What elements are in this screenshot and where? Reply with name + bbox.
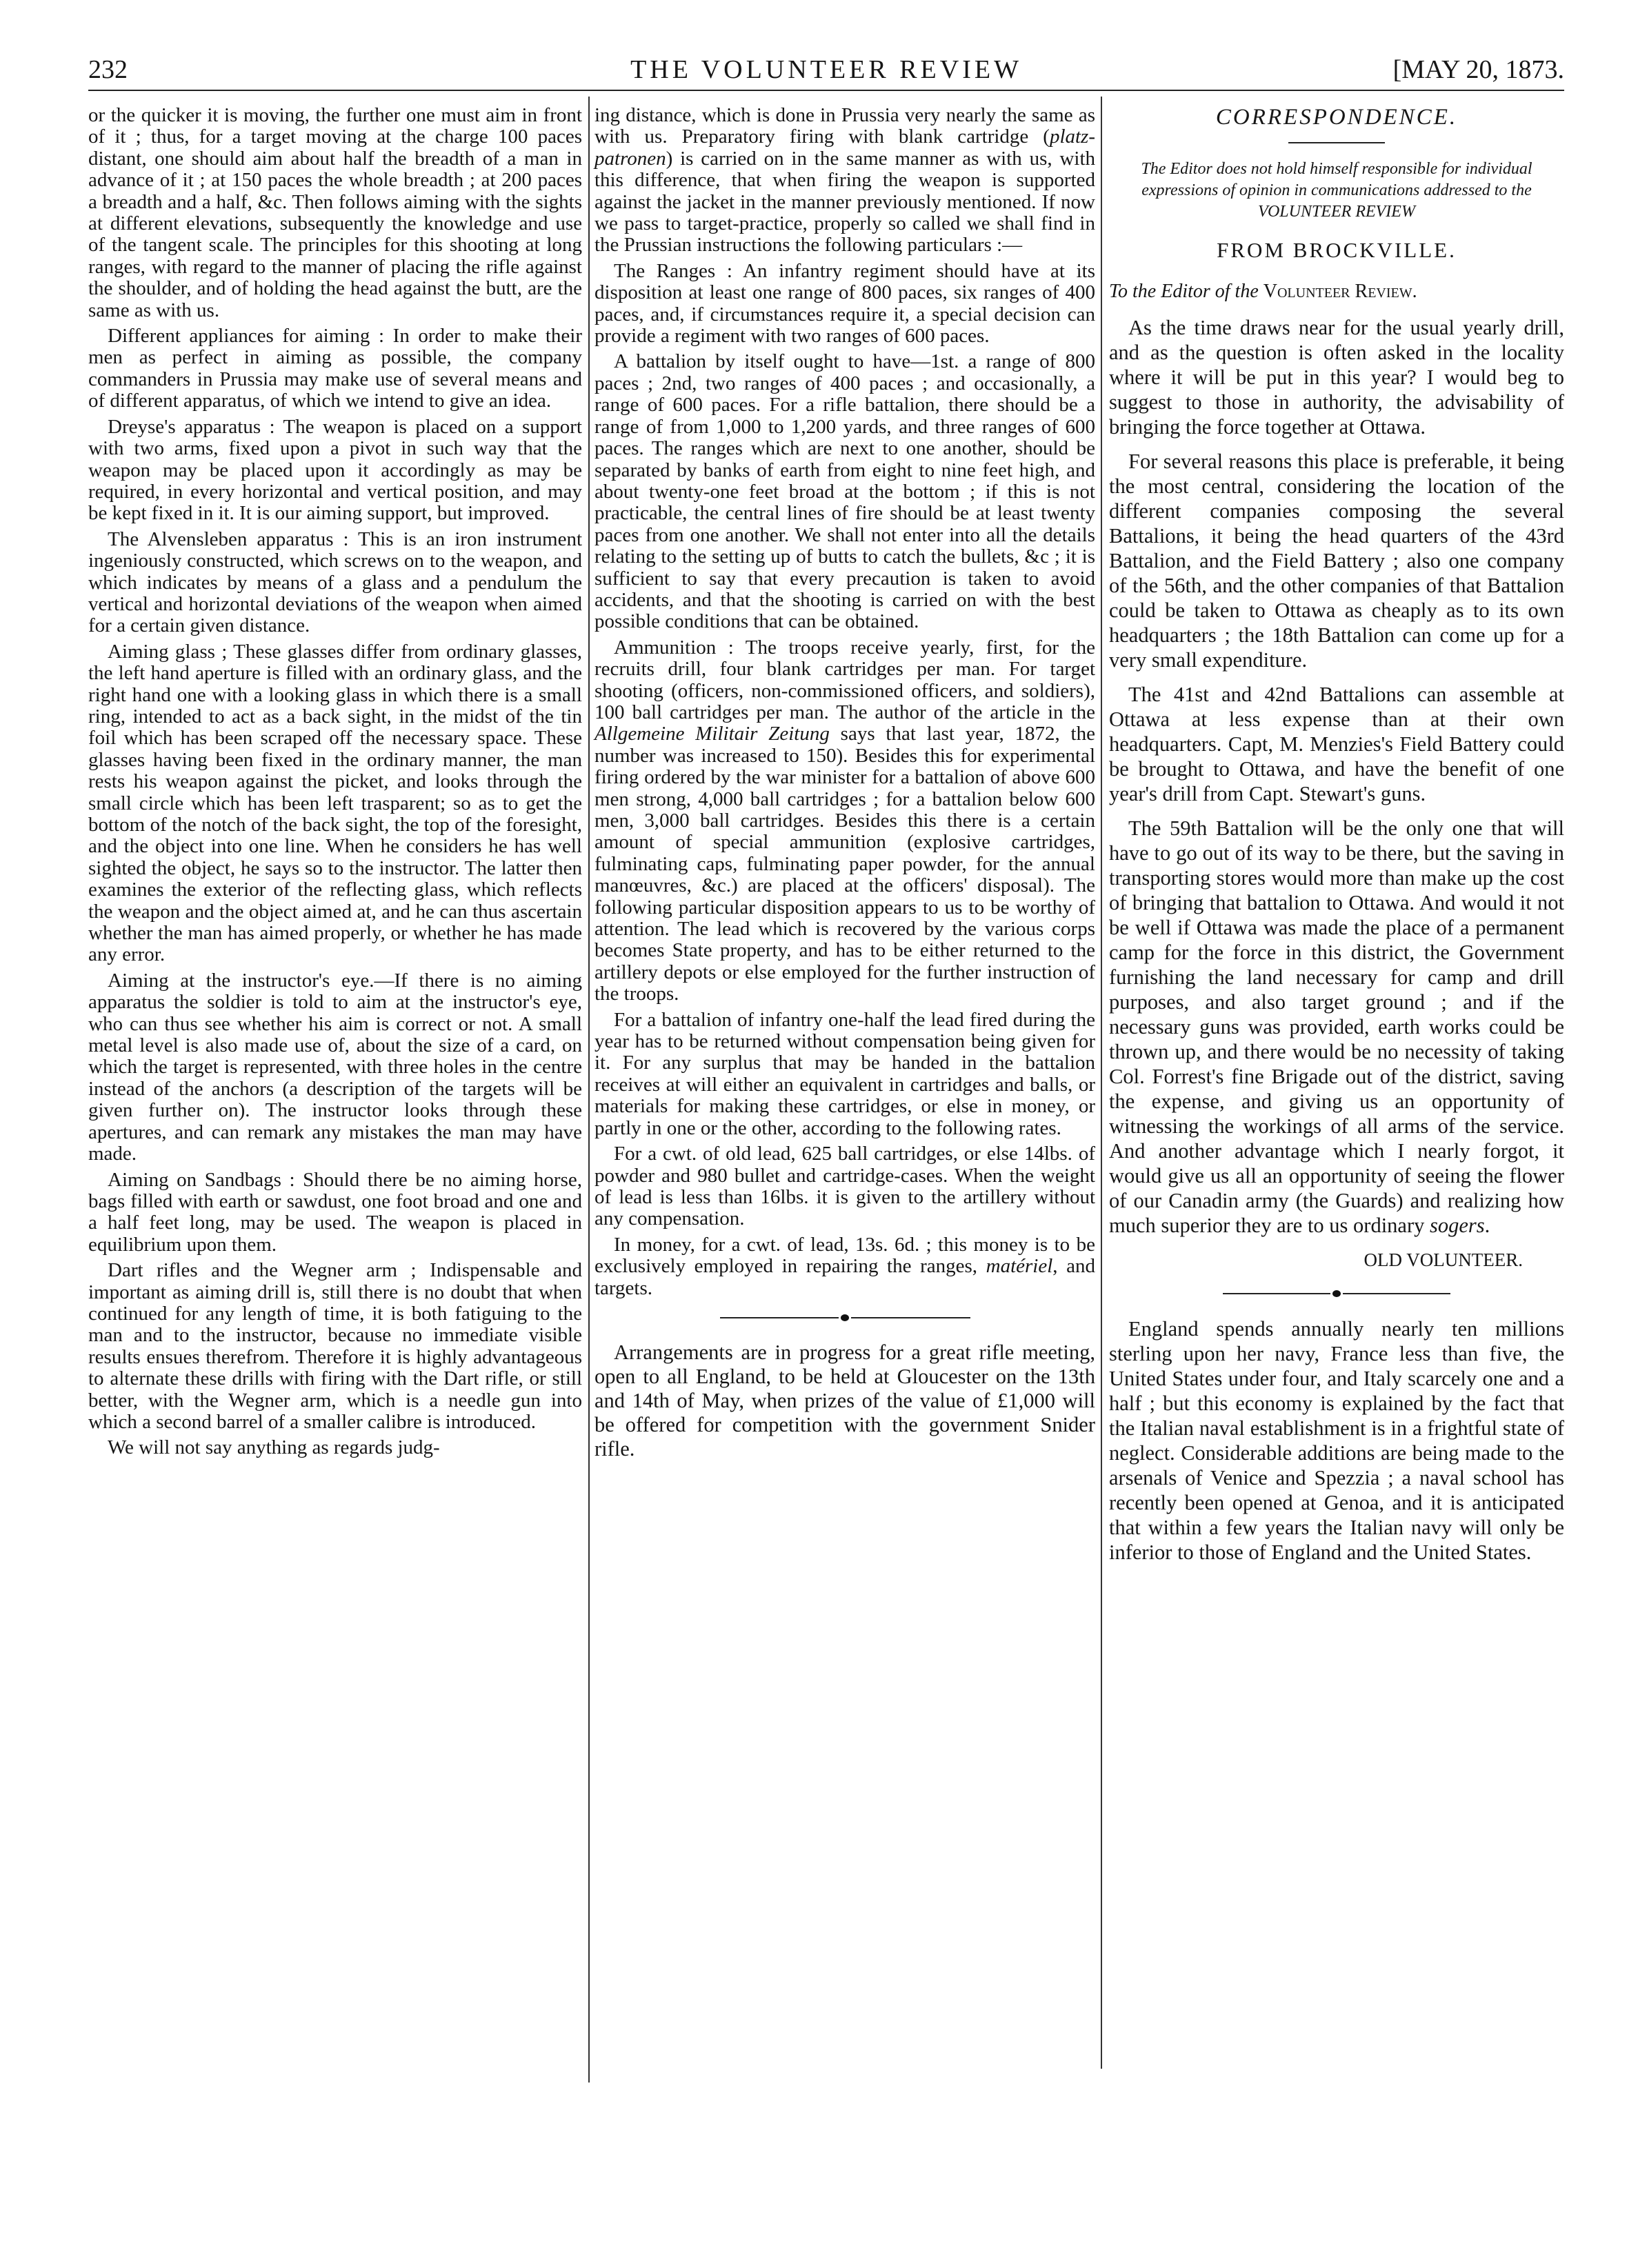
paragraph: Arrangements are in progress for a great rifle meeting, open to all England, to be held at Gloucester on the 13th and 14th of May, when prizes of the value of £1,000 will be offered for competition with the government Snider rifle. <box>595 1340 1095 1461</box>
paragraph: The 59th Battalion will be the only one that will have to go out of its way to be there, but the saving in transporting stores would more than make up the cost of bringing that battalion to Ottawa. And would it not be well if Ottawa was made the place of a permanent camp for the force in this district, the Government furnishing the land necessary for camp and drill purposes, and also target ground ; and if the necessary guns was provided, earth works could be thrown up, and there would be no necessity of taking Col. Forrest's fine Brigade out of the district, saving the expense, and giving us an opportunity of witnessing the workings of all arms of the service. And another advantage which I nearly forgot, it would give us all an opportunity of seeing the flower of our Canadin army (the Guards) and realizing how much superior they are to us ordinary sogers. <box>1109 816 1564 1237</box>
paragraph: For a battalion of infantry one-half the lead fired during the year has to be returned without compensation being given for it. For any surplus that may be handed in the battalion receives at will either an equivalent in cartridges and balls, or materials for making these cartridges, or else in money, or partly in one or the other, according to the following rates. <box>595 1008 1095 1139</box>
paragraph: Aiming glass ; These glasses differ from ordinary glasses, the left hand aperture is filled with an ordinary glass, and the right hand one with a looking glass in which there is a small ring, intended to act as a back sight, in the midst of the tin foil which has been scraped off the necessary space. These glasses having been fixed in the ordinary manner, the man rests his weapon against the picket, and looks through the small circle which has been left trasparent; so as to get the bottom of the notch of the back sight, the top of the foresight, and the object into one line. When he considers he has well sighted the object, he says so to the instructor. The latter then examines the exterior of the reflecting glass, which reflects the weapon and the object aimed at, and he can thus ascertain whether the man has aimed properly, or whether he has made any error. <box>88 640 582 966</box>
paragraph: Dart rifles and the Wegner arm ; Indispensable and important as aiming drill is, still there is no doubt that when continued for any length of time, it is both fatiguing to the man and to the instructor, because no immediate visible results ensues therefrom. Therefore it is highly advantageous to alternate these drills with firing with the Dart rifle, or still better, with the Wegner arm, which is a needle gun into which a second barrel of a smaller calibre is introduced. <box>88 1259 582 1433</box>
letter-salutation: To the Editor of the Volunteer Review. <box>1109 281 1417 302</box>
section-divider <box>720 1314 970 1321</box>
publication-title: THE VOLUNTEER REVIEW <box>630 55 1022 84</box>
paragraph: Different appliances for aiming : In order to make their men as perfect in aiming as possible, the company commanders in Prussia may make use of several means and of different apparatus, of which we intend to give an idea. <box>88 325 582 412</box>
heading-rule <box>1288 142 1385 143</box>
section-divider <box>1223 1290 1450 1297</box>
page-header <box>88 52 1564 94</box>
paragraph: The Alvensleben apparatus : This is an iron instrument ingeniously constructed, which screws on to the weapon, and which indicates by means of a glass and a pendulum the vertical and horizontal deviations of the weapon when aimed for a certain given distance. <box>88 528 582 637</box>
column-divider <box>1101 97 1102 2069</box>
italic-title: Allgemeine Militair Zeitung <box>595 723 830 745</box>
paragraph: Ammunition : The troops receive yearly, first, for the recruits drill, four blank cartridges per man. For target shooting (officers, non-commissioned officers, and soldiers), 100 ball cartridges per man. The author of the article in the Allgemeine Militair Zeitung says that last year, 1872, the number was increased to 150). Besides this for experimental firing ordered by the war minister for a battalion of above 600 men strong, 4,000 ball cartridges ; for a battalion below 600 men, 3,000 ball cartridges. Besides this there is a certain amount of special ammunition (explosive cartridges, fulminating caps, fulminating paper powder, for the annual manœuvres, &c.) are placed at the officers' disposal). The following particular disposition appears to us to be worthy of attention. The lead which is recovered by the various corps becomes State property, and has to be either returned to the artillery depots or else employed for the further instruction of the troops. <box>595 636 1095 1005</box>
letter-signature: OLD VOLUNTEER. <box>1364 1250 1523 1270</box>
paragraph: The 41st and 42nd Battalions can assemble at Ottawa at less expense than at their own headquarters. Capt, M. Menzies's Field Battery could be brought to Ottawa, and have the benefit of one year's drill from Capt. Stewart's guns. <box>1109 683 1564 805</box>
section-heading: CORRESPONDENCE. <box>1215 105 1458 130</box>
paragraph: For several reasons this place is preferable, it being the most central, considering the location of the different companies composing the several Battalions, it being the head quarters of the 43rd Battalion, and the Field Battery ; also one company of the 56th, and the other companies of that Battalion could be taken to Ottawa as cheaply as to its own headquarters ; the 18th Battalion can come up for a very small expenditure. <box>1109 450 1564 672</box>
paragraph: England spends annually nearly ten millions sterling upon her navy, France less than five, the United States under four, and Italy scarcely one and a half ; but this economy is explained by the fact that the Italian naval establishment is in a frightful state of neglect. Considerable additions are being made to the arsenals of Venice and Spezzia ; a naval school has recently been opened at Genoa, and it is anticipated that within a few years the Italian navy will only be inferior to those of England and the United States. <box>1109 1317 1564 1564</box>
paragraph: As the time draws near for the usual yearly drill, and as the question is often asked in the locality where it will be put in this year? I would beg to suggest to those in authority, the advisability of bringing the force together at Ottawa. <box>1109 316 1564 439</box>
paragraph: In money, for a cwt. of lead, 13s. 6d. ; this money is to be exclusively employed in repairing the ranges, matériel, and targets. <box>595 1233 1096 1299</box>
paragraph: The Ranges : An infantry regiment should have at its disposition at least one range of 800 paces, six ranges of 400 paces, and, if circumstances require it, a special decision can provide a regiment with two ranges of 600 paces. <box>595 259 1095 348</box>
column-1 <box>88 105 582 1463</box>
italic-term: matériel <box>986 1255 1053 1278</box>
column-divider <box>588 97 590 2083</box>
paragraph: ing distance, which is done in Prussia very nearly the same as with us. Preparatory firing with blank cartridge (platz-patronen) is carried on in the same manner as with us, with this difference, that when firing the weapon is supported against the jacket in the manner previously mentioned. If now we pass to target-practice, properly so called we shall find in the Prussian instructions the following particulars :— <box>595 104 1095 257</box>
column-2 <box>595 105 1095 1465</box>
paragraph: For a cwt. of old lead, 625 ball cartridges, or else 14lbs. of powder and 980 bullet and cartridge-cases. When the weight of lead is less than 16lbs. it is given to the artillery without any compensation. <box>595 1143 1095 1230</box>
editor-disclaimer: The Editor does not hold himself responsible for individual expressions of opinion in communications addressed to the VOLUNTEER REVIEW <box>1141 160 1532 221</box>
issue-date: [MAY 20, 1873. <box>1392 55 1564 84</box>
paragraph: Aiming at the instructor's eye.—If there is no aiming apparatus the soldier is told to aim at the instructor's eye, who can thus see whether his aim is correct or not. A small metal level is also made use of, about the size of a card, on which the target is represented, with three holes in the centre instead of the anchors (a description of the targets will be given further on). The instructor looks through these apertures, and can remark any mistakes the man may have made. <box>88 969 582 1165</box>
paragraph: A battalion by itself ought to have—1st. a range of 800 paces ; 2nd, two ranges of 400 paces ; and occasionally, a range of 600 paces. For a rifle battalion, there should be a range of from 1,000 to 1,200 yards, and three ranges of 600 paces. The ranges which are next to one another, should be separated by banks of earth from eight to nine feet high, and about twenty-one feet broad at the bottom ; if this is not practicable, the central lines of fire should be at least twenty paces from one another. We shall not enter into all the details relating to the setting up of butts to catch the bullets, &c ; it is sufficient to say that every precaution is taken to avoid accidents, and that the shooting is carried on with the best possible conditions that can be obtained. <box>595 350 1095 633</box>
letter-location: FROM BROCKVILLE. <box>1217 238 1457 262</box>
italic-term: platz-patronen <box>595 126 1095 170</box>
paragraph: We will not say anything as regards judg- <box>108 1436 440 1459</box>
paragraph: or the quicker it is moving, the further one must aim in front of it ; thus, for a target moving at the charge 100 paces distant, one should aim about half the breadth of a man in advance of it ; at 150 paces the whole breadth ; at 200 paces a breadth and a half, &c. Then follows aiming with the sights at different elevations, subsequently the knowledge and use of the tangent scale. The principles for this shooting at long ranges, with regard to the manner of placing the rifle against the shoulder, and of holding the head against the butt, are the same as with us. <box>88 104 582 321</box>
page-number: 232 <box>88 55 128 84</box>
header-rule <box>88 90 1564 91</box>
italic-word: sogers <box>1430 1214 1485 1237</box>
paragraph: Aiming on Sandbags : Should there be no aiming horse, bags filled with earth or sawdust, one foot broad and one and a half feet long, may be used. The weapon is placed in equilibrium upon them. <box>88 1168 582 1256</box>
column-3 <box>1109 105 1564 1574</box>
paragraph: Dreyse's apparatus : The weapon is placed on a support with two arms, fixed upon a pivot in such way that the weapon may be placed upon it accordingly as may be required, in every horizontal and vertical position, and may be kept fixed in it. It is our aiming support, but improved. <box>88 415 582 525</box>
